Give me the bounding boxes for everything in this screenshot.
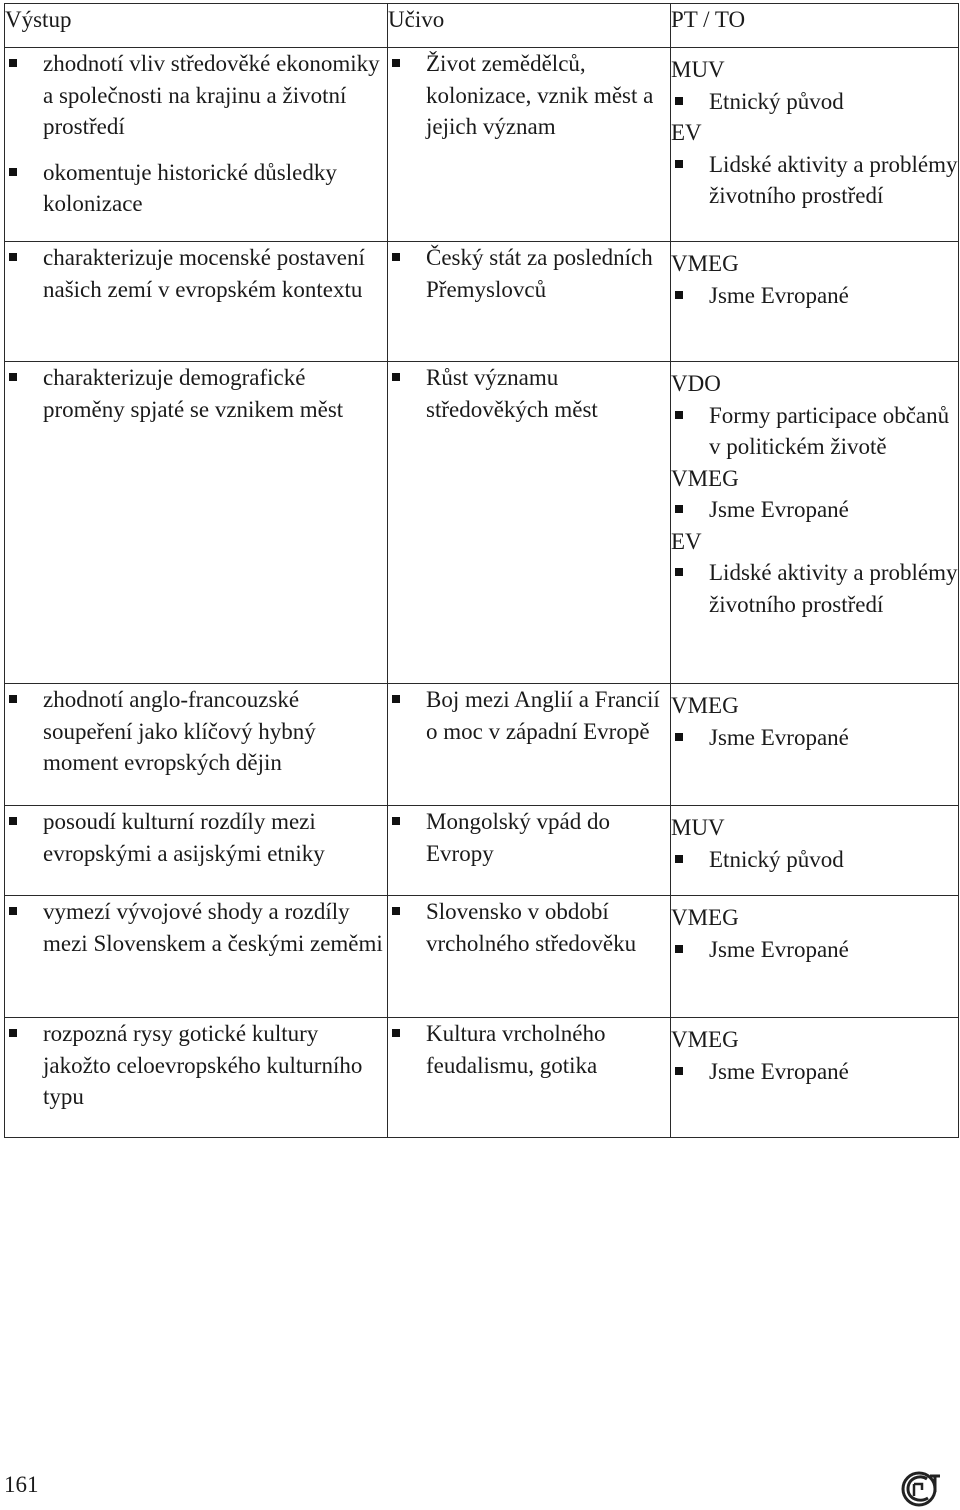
square-bullet-icon [9, 373, 17, 381]
list-item [5, 806, 387, 869]
list-item [388, 1018, 670, 1081]
list-item [671, 722, 958, 754]
vystup-list [5, 1018, 387, 1113]
vystup-text: rozpozná rysy gotické kultury jakožto celoevropského kulturního typu [43, 1021, 363, 1109]
cell-pt-to [671, 242, 959, 362]
square-bullet-icon [9, 168, 17, 176]
cell-vystup [5, 242, 388, 362]
theme-items [671, 844, 958, 876]
table-row [5, 684, 959, 806]
ucivo-text: Kultura vrcholného feudalismu, gotika [426, 1021, 606, 1078]
theme-item-text: Jsme Evropané [709, 282, 849, 308]
cell-pt-to [671, 362, 959, 684]
theme-code: VMEG [671, 465, 739, 491]
theme-items [671, 280, 958, 312]
list-item [388, 896, 670, 959]
theme-code: VMEG [671, 693, 739, 718]
cell-pt-to [671, 1018, 959, 1138]
cell-pt-to [671, 684, 959, 806]
table-row [5, 242, 959, 362]
theme-items [671, 494, 958, 526]
vystup-text: charakterizuje demografické proměny spjaté se vznikem měst [43, 365, 344, 422]
list-item [671, 557, 958, 620]
list-item [671, 1056, 958, 1088]
cell-ucivo [388, 684, 671, 806]
theme-code: EV [671, 528, 702, 554]
vystup-text: okomentuje historické důsledky kolonizace [43, 159, 337, 216]
ucivo-list [388, 1018, 670, 1081]
cell-ucivo [388, 48, 671, 242]
theme-items [671, 149, 958, 212]
vystup-text: zhodnotí anglo-francouzské soupeření jako klíčový hybný moment evropských dějin [43, 687, 316, 775]
square-bullet-icon [675, 945, 683, 953]
list-item [5, 1018, 387, 1113]
cell-vystup [5, 1018, 388, 1138]
square-bullet-icon [675, 505, 683, 513]
list-item [5, 242, 387, 305]
theme-item-text: Jsme Evropané [709, 1058, 849, 1084]
square-bullet-icon [392, 907, 400, 915]
theme-item-text: Lidské aktivity a problémy životního prostředí [709, 151, 958, 208]
theme-code: VMEG [671, 905, 739, 930]
square-bullet-icon [9, 1029, 17, 1037]
cell-vystup [5, 806, 388, 896]
square-bullet-icon [675, 411, 683, 419]
theme-item-text: Jsme Evropané [709, 497, 849, 522]
square-bullet-icon [392, 373, 400, 381]
vystup-list [5, 806, 387, 869]
theme-code: MUV [671, 815, 725, 840]
ucivo-list [388, 896, 670, 959]
theme-code: VMEG [671, 1027, 739, 1052]
header-ucivo: Učivo [388, 4, 671, 48]
theme-items [671, 86, 958, 118]
list-item [5, 684, 387, 779]
vystup-text: zhodnotí vliv středověké ekonomiky a společnosti na krajinu a životní prostředí [43, 51, 380, 139]
vystup-list [5, 242, 387, 305]
square-bullet-icon [9, 817, 17, 825]
ucivo-list [388, 806, 670, 869]
table-row [5, 896, 959, 1018]
theme-item-text: Etnický původ [709, 88, 844, 114]
table-row [5, 362, 959, 684]
vystup-list [5, 896, 387, 959]
cell-ucivo [388, 1018, 671, 1138]
theme-code: VDO [671, 371, 721, 396]
ucivo-text: Boj mezi Anglií a Francií o moc v západní Evropě [426, 687, 660, 744]
list-item [5, 157, 387, 220]
ucivo-text: Mongolský vpád do Evropy [426, 809, 610, 866]
table-row [5, 48, 959, 242]
theme-item-text: Lidské aktivity a problémy životního prostředí [709, 560, 958, 617]
square-bullet-icon [675, 733, 683, 741]
list-item [5, 48, 387, 143]
list-item [388, 806, 670, 869]
square-bullet-icon [9, 59, 17, 67]
square-bullet-icon [675, 97, 683, 105]
square-bullet-icon [9, 907, 17, 915]
list-item [671, 494, 958, 526]
theme-code: EV [671, 120, 702, 145]
table-row [5, 1018, 959, 1138]
cell-pt-to [671, 48, 959, 242]
cell-vystup [5, 362, 388, 684]
table-row [5, 806, 959, 896]
table-body [5, 48, 959, 1138]
square-bullet-icon [675, 291, 683, 299]
cell-ucivo [388, 242, 671, 362]
list-item [5, 896, 387, 959]
list-item [388, 684, 670, 747]
table-header-row [5, 4, 959, 48]
square-bullet-icon [392, 695, 400, 703]
theme-items [671, 557, 958, 620]
square-bullet-icon [675, 160, 683, 168]
square-bullet-icon [392, 1029, 400, 1037]
ucivo-text: Život zemědělců, kolonizace, vznik měst a jejich význam [426, 51, 654, 139]
ucivo-text: Český stát za posledních Přemyslovců [426, 245, 653, 302]
theme-items [671, 400, 958, 463]
list-item [671, 934, 958, 966]
list-item [671, 149, 958, 212]
cell-ucivo [388, 896, 671, 1018]
square-bullet-icon [392, 253, 400, 261]
ucivo-text: Růst významu středověkých měst [426, 365, 598, 422]
cell-vystup [5, 684, 388, 806]
cell-pt-to [671, 806, 959, 896]
square-bullet-icon [9, 253, 17, 261]
cell-ucivo [388, 362, 671, 684]
header-vystup: Výstup [5, 4, 388, 48]
theme-item-text: Jsme Evropané [709, 936, 849, 962]
square-bullet-icon [9, 695, 17, 703]
square-bullet-icon [392, 817, 400, 825]
curriculum-table [4, 3, 959, 1138]
list-item [671, 86, 958, 118]
theme-item-text: Jsme Evropané [709, 724, 849, 750]
ucivo-list [388, 242, 670, 305]
cell-ucivo [388, 806, 671, 896]
cell-vystup [5, 48, 388, 242]
theme-items [671, 934, 958, 966]
list-item [388, 48, 670, 143]
ucivo-list [388, 48, 670, 143]
list-item [388, 362, 670, 425]
vystup-text: charakterizuje mocenské postavení našich zemí v evropském kontextu [43, 245, 365, 302]
vystup-list [5, 362, 387, 425]
ucivo-list [388, 362, 670, 425]
list-item [388, 242, 670, 305]
square-bullet-icon [675, 568, 683, 576]
square-bullet-icon [675, 1067, 683, 1075]
cell-vystup [5, 896, 388, 1018]
page-number: 161 [4, 1472, 39, 1497]
ucivo-text: Slovensko v období vrcholného středověku [426, 899, 637, 956]
list-item [5, 362, 387, 425]
list-item [671, 280, 958, 312]
vystup-list [5, 48, 387, 220]
theme-item-text: Formy participace občanů v politickém životě [709, 402, 950, 459]
ucivo-list [388, 684, 670, 747]
vystup-list [5, 684, 387, 779]
cell-pt-to [671, 896, 959, 1018]
square-bullet-icon [392, 59, 400, 67]
vystup-text: vymezí vývojové shody a rozdíly mezi Slovenskem a českými zeměmi [43, 899, 383, 956]
vystup-text: posoudí kulturní rozdíly mezi evropskými a asijskými etniky [43, 809, 325, 866]
theme-items [671, 722, 958, 754]
list-item [671, 844, 958, 876]
header-pt-to: PT / TO [671, 4, 959, 48]
theme-code: VMEG [671, 251, 739, 276]
school-logo-icon [900, 1470, 944, 1508]
theme-items [671, 1056, 958, 1088]
theme-item-text: Etnický původ [709, 846, 844, 872]
square-bullet-icon [675, 855, 683, 863]
list-item [671, 400, 958, 463]
theme-code: MUV [671, 57, 725, 82]
